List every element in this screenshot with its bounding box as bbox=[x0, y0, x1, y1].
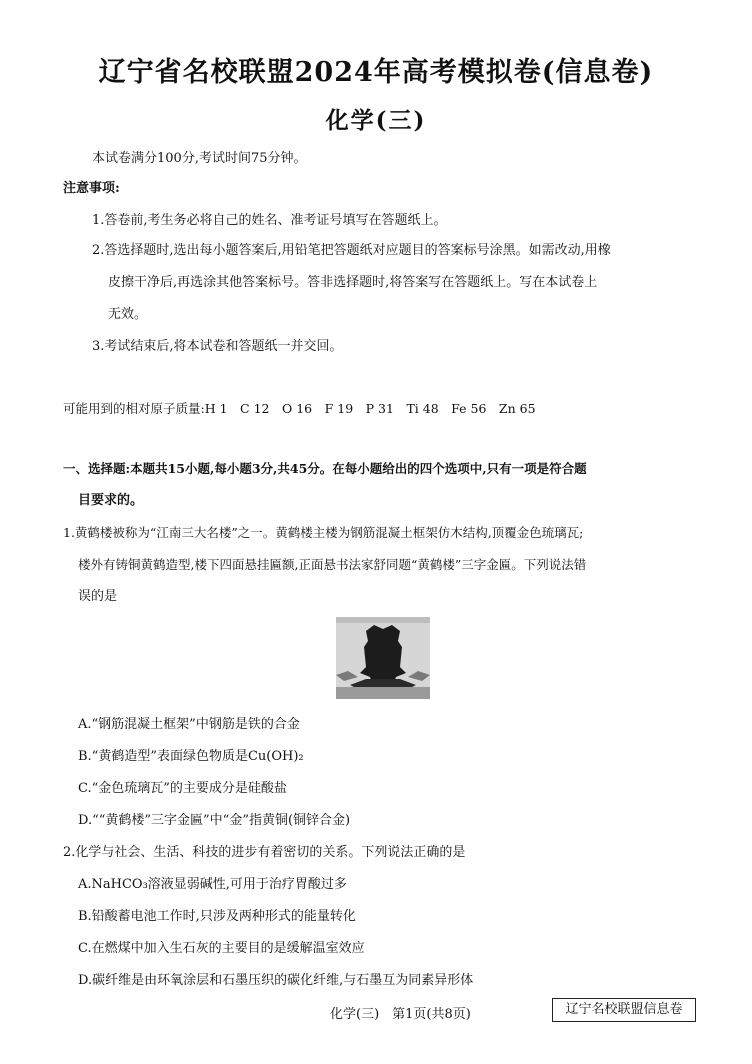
page-number: 化学(三) 第1页(共8页) bbox=[330, 1007, 471, 1022]
question-2-option-a: A.NaHCO₃溶液显弱碱性,可用于治疗胃酸过多 bbox=[78, 877, 347, 892]
section-heading: 一、选择题:本题共15小题,每小题3分,共45分。在每小题给出的四个选项中,只有一项是符合题 bbox=[63, 461, 587, 476]
atomic-masses: 可能用到的相对原子质量:H 1 C 12 O 16 F 19 P 31 Ti 48 Fe 56 Zn 65 bbox=[63, 401, 536, 416]
exam-title: 辽宁省名校联盟2024年高考模拟卷(信息卷) bbox=[98, 57, 654, 88]
note-item: 皮擦干净后,再选涂其他答案标号。答非选择题时,将答案写在答题纸上。写在本试卷上 bbox=[108, 275, 598, 290]
notes-heading: 注意事项: bbox=[63, 181, 120, 196]
section-heading: 目要求的。 bbox=[78, 493, 144, 508]
question-1-option-b: B.“黄鹤造型”表面绿色物质是Cu(OH)₂ bbox=[78, 749, 304, 764]
note-item: 无效。 bbox=[108, 307, 148, 322]
note-item: 2.答选择题时,选出每小题答案后,用铅笔把答题纸对应题目的答案标号涂黑。如需改动,用橡 bbox=[92, 243, 611, 258]
question-1-stem: 1.黄鹤楼被称为“江南三大名楼”之一。黄鹤楼主楼为钢筋混凝土框架仿木结构,顶覆金色琉璃瓦; bbox=[63, 525, 584, 540]
question-1-option-d: D.““黄鹤楼”三字金匾”中“金”指黄铜(铜锌合金) bbox=[78, 813, 351, 828]
question-2-option-d: D.碳纤维是由环氧涂层和石墨压织的碳化纤维,与石墨互为同素异形体 bbox=[78, 973, 474, 988]
question-1-option-c: C.“金色琉璃瓦”的主要成分是硅酸盐 bbox=[78, 781, 287, 796]
question-1-stem: 误的是 bbox=[78, 589, 118, 604]
exam-subtitle: 化学(三) bbox=[325, 107, 427, 134]
question-2-option-b: B.铅酸蓄电池工作时,只涉及两种形式的能量转化 bbox=[78, 909, 356, 924]
yellow-crane-tower-photo bbox=[336, 617, 430, 699]
question-1-option-a: A.“钢筋混凝土框架”中钢筋是铁的合金 bbox=[78, 717, 300, 732]
note-item: 1.答卷前,考生务必将自己的姓名、准考证号填写在答题纸上。 bbox=[92, 213, 447, 228]
brand-box: 辽宁名校联盟信息卷 bbox=[552, 998, 696, 1022]
note-item: 3.考试结束后,将本试卷和答题纸一并交回。 bbox=[92, 339, 343, 354]
intro-text: 本试卷满分100分,考试时间75分钟。 bbox=[92, 151, 307, 166]
question-2-option-c: C.在燃煤中加入生石灰的主要目的是缓解温室效应 bbox=[78, 941, 365, 956]
question-2-stem: 2.化学与社会、生活、科技的进步有着密切的关系。下列说法正确的是 bbox=[63, 845, 466, 860]
question-1-stem: 楼外有铸铜黄鹤造型,楼下四面悬挂匾额,正面悬书法家舒同题“黄鹤楼”三字金匾。下列说法错 bbox=[78, 557, 587, 572]
